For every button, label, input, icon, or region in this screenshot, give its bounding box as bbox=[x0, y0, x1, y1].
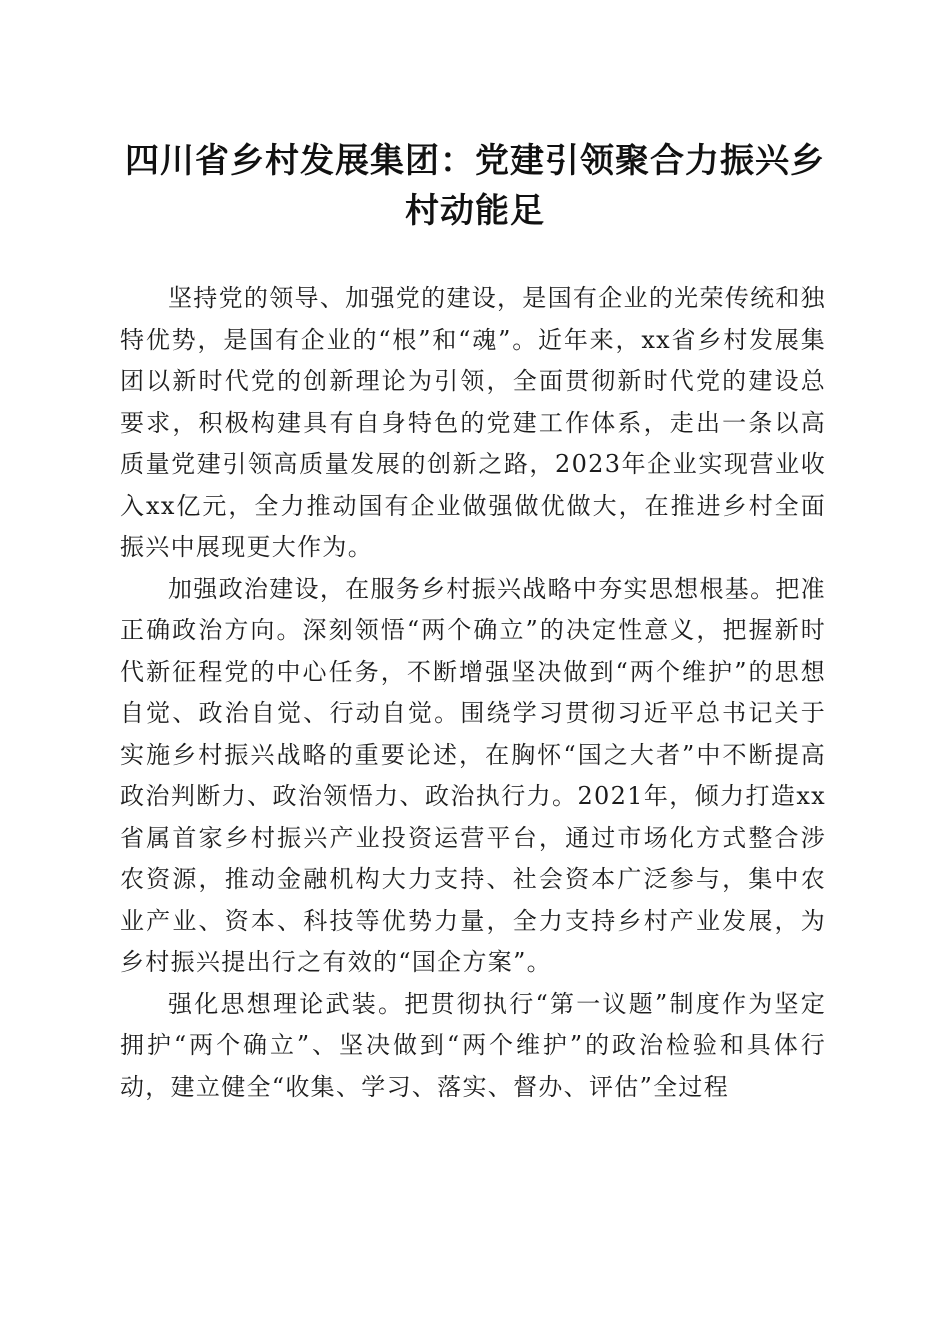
document-body bbox=[120, 278, 826, 1108]
paragraph-political-building: 加强政治建设，在服务乡村振兴战略中夯实思想根基。把准正确政治方向。深刻领悟“两个确立”的决定性意义，把握新时代新征程党的中心任务，不断增强坚决做到“两个维护”的思想自觉、政治自觉、行动自觉。围绕学习贯彻习近平总书记关于实施乡村振兴战略的重要论述，在胸怀“国之大者”中不断提高政治判断力、政治领悟力、政治执行力。2021年，倾力打造xx省属首家乡村振兴产业投资运营平台，通过市场化方式整合涉农资源，推动金融机构大力支持、社会资本广泛参与，集中农业产业、资本、科技等优势力量，全力支持乡村产业发展，为乡村振兴提出行之有效的“国企方案”。 bbox=[120, 574, 826, 976]
document-title: 四川省乡村发展集团：党建引领聚合力振兴乡村动能足 bbox=[125, 141, 825, 231]
paragraph-theory-armament: 强化思想理论武装。把贯彻执行“第一议题”制度作为坚定拥护“两个确立”、坚决做到“两个维护”的政治检验和具体行动，建立健全“收集、学习、落实、督办、评估”全过程 bbox=[120, 989, 826, 1101]
paragraph-intro: 坚持党的领导、加强党的建设，是国有企业的光荣传统和独特优势，是国有企业的“根”和“魂”。近年来，xx省乡村发展集团以新时代党的创新理论为引领，全面贯彻新时代党的建设总要求，积极构建具有自身特色的党建工作体系，走出一条以高质量党建引领高质量发展的创新之路，2023年企业实现营业收入xx亿元，全力推动国有企业做强做优做大，在推进乡村全面振兴中展现更大作为。 bbox=[120, 284, 826, 561]
